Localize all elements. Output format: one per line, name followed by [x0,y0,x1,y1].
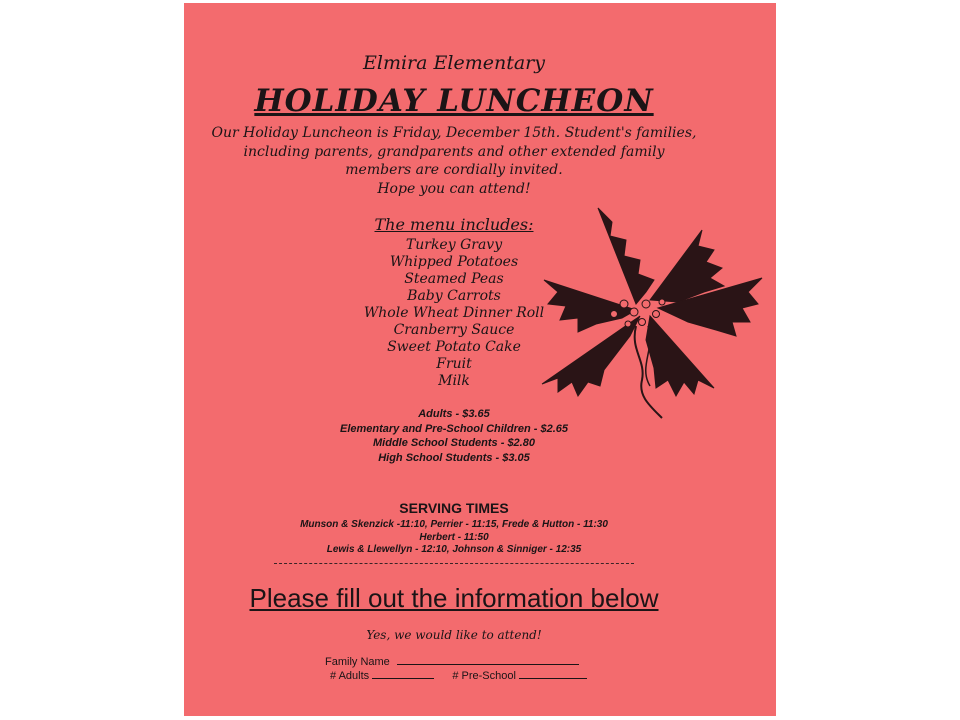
family-name-row [325,655,579,668]
menu-item: Whipped Potatoes [389,254,519,270]
flyer-page [184,3,776,716]
price-line: Elementary and Pre-School Children - $2.65 [339,422,568,435]
menu-item: Steamed Peas [404,271,504,287]
serving-times-list [184,519,724,557]
menu-item: Milk [438,373,470,389]
school-name: Elmira Elementary [363,52,545,74]
price-line: High School Students - $3.05 [378,451,530,464]
attend-statement: Yes, we would like to attend! [366,628,542,642]
serving-line: Lewis & Llewellyn - 12:10, Johnson & Sinniger - 12:35 [326,544,582,555]
price-line: Middle School Students - $2.80 [373,437,535,449]
intro-paragraph [184,124,724,198]
serving-line: Munson & Skenzick -11:10, Perrier - 11:15, Frede & Hutton - 11:30 [300,519,608,530]
adults-count-field[interactable] [372,669,434,679]
menu-item: Sweet Potato Cake [387,339,521,355]
menu-heading: The menu includes: [374,215,534,234]
menu-item: Cranberry Sauce [393,322,515,338]
fill-out-heading: Please fill out the information below [249,583,659,613]
serving-line: Herbert - 11:50 [419,531,489,543]
adults-label: # Adults [330,670,370,682]
intro-line: members are cordially invited. [345,162,563,178]
price-line: Adults - $3.65 [418,408,490,420]
menu-item: Turkey Gravy [405,237,503,253]
attendee-counts-row [330,669,587,682]
event-title: HOLIDAY LUNCHEON [254,83,654,119]
family-name-label: Family Name [325,656,390,668]
intro-line: including parents, grandparents and other extended family [243,143,665,160]
menu-item: Baby Carrots [407,288,501,304]
intro-line: Hope you can attend! [377,180,531,197]
holly-icon [538,200,764,425]
family-name-field[interactable] [397,655,579,665]
preschool-label: # Pre-School [452,670,516,682]
intro-line: Our Holiday Luncheon is Friday, December 15th. Student's families, [211,125,697,141]
preschool-count-field[interactable] [519,669,587,679]
cut-line-divider [274,563,634,564]
menu-item: Whole Wheat Dinner Roll [363,305,545,321]
menu-item: Fruit [436,356,472,372]
serving-times-heading: SERVING TIMES [399,500,509,516]
price-list [184,407,724,465]
